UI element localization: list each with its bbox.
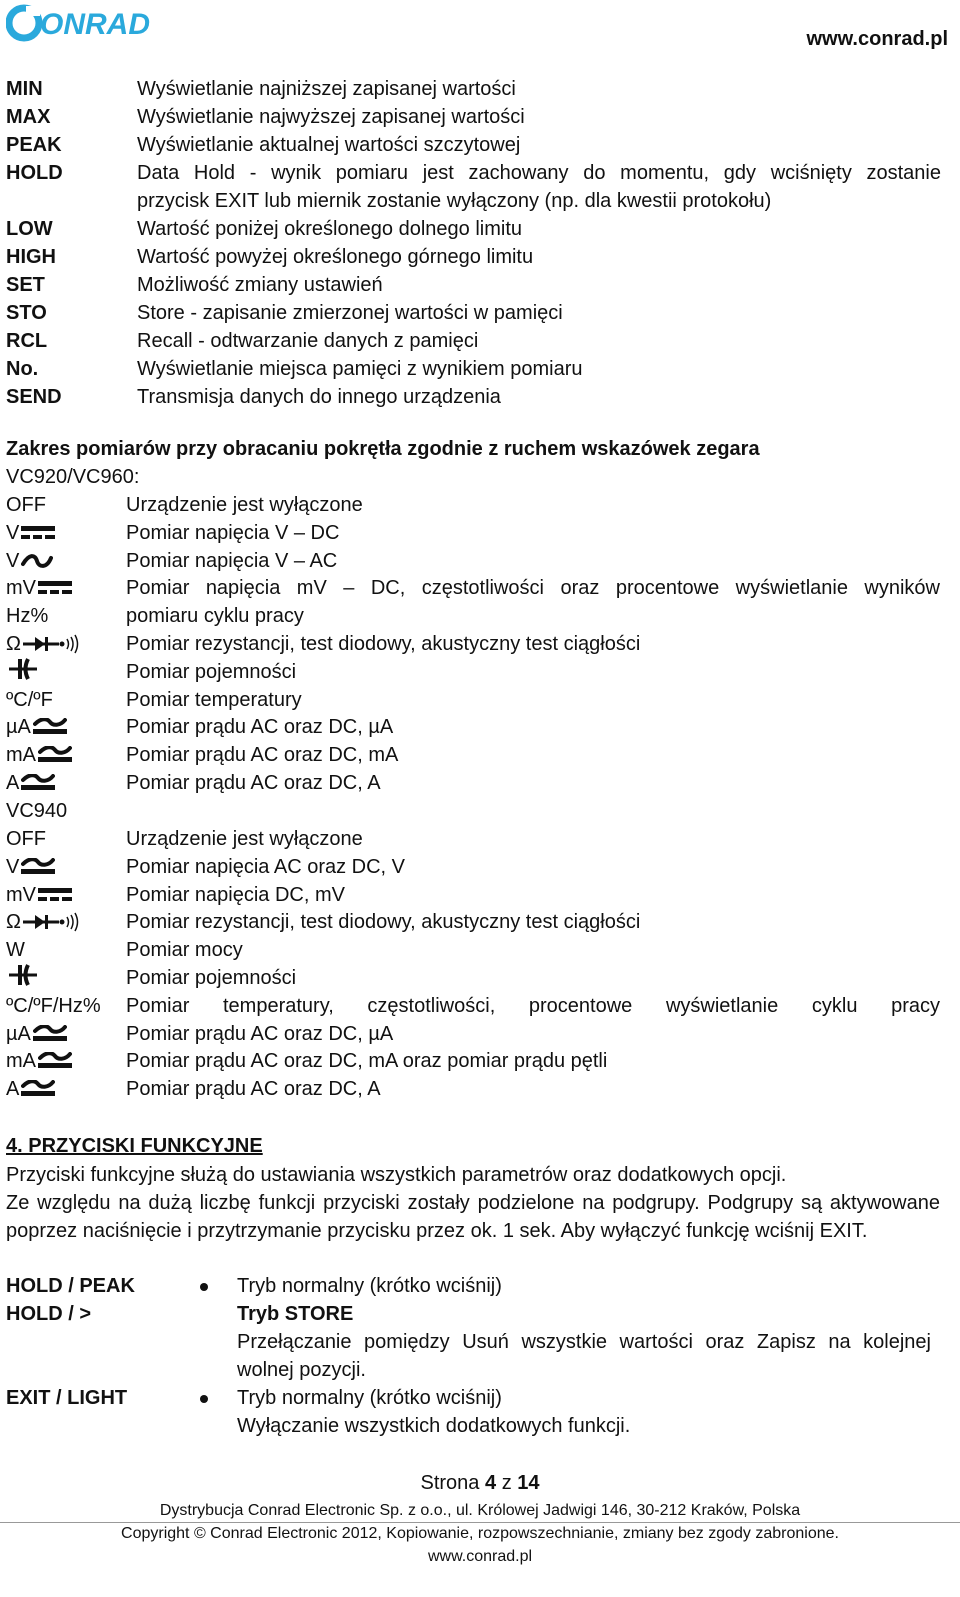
- section-title: 4. PRZYCISKI FUNKCYJNE: [6, 1135, 263, 1157]
- range-description: Pomiar napięcia mV – DC, częstotliwości oraz procentowe wyświetlanie wyników: [126, 577, 940, 600]
- range-symbol-text: V: [6, 855, 20, 878]
- range-symbol: [6, 908, 79, 936]
- key2-desc-line-1: Przełączanie pomiędzy Usuń wszystkie wartości oraz Zapisz na kolejnej: [237, 1331, 931, 1353]
- acdc-icon: [21, 774, 55, 792]
- range-symbol-text: V: [6, 521, 20, 544]
- acdc-icon: [21, 1080, 55, 1098]
- acdc-icon: [33, 1025, 67, 1043]
- page-current: 4: [485, 1472, 497, 1494]
- range-description: Pomiar temperatury: [126, 688, 302, 711]
- key2-desc-line-2: wolnej pozycji.: [237, 1359, 366, 1381]
- abbr-term: HOLD: [6, 162, 63, 184]
- range-symbol: [6, 519, 55, 547]
- dc-icon: [38, 579, 72, 597]
- abbr-description: Transmisja danych do innego urządzenia: [137, 386, 501, 408]
- diode-buzzer-icon: [23, 912, 79, 932]
- range-symbol-text: ºC/ºF/Hz%: [6, 994, 101, 1017]
- range-description: Urządzenie jest wyłączone: [126, 494, 363, 516]
- key2-mode: Tryb STORE: [237, 1303, 354, 1325]
- group2-title: VC940: [6, 800, 68, 822]
- range-description: Pomiar prądu AC oraz DC, µA: [126, 1022, 394, 1045]
- range-symbol: [6, 964, 38, 986]
- footer-distribution: Dystrybucja Conrad Electronic Sp. z o.o., ul. Królowej Jadwigi 146, 30-212 Kraków, Polska: [159, 1502, 801, 1519]
- svg-text:ONRAD: ONRAD: [40, 8, 150, 41]
- header-site-url[interactable]: www.conrad.pl: [806, 28, 948, 50]
- abbr-description: Store - zapisanie zmierzonej wartości w pamięci: [137, 302, 563, 324]
- range-symbol: [6, 547, 53, 575]
- range-symbol-text: W: [6, 939, 25, 962]
- key1-desc: Tryb normalny (krótko wciśnij): [237, 1275, 502, 1297]
- abbr-description: Recall - odtwarzanie danych z pamięci: [137, 330, 479, 352]
- key3-desc: Tryb normalny (krótko wciśnij): [237, 1387, 502, 1409]
- abbr-term: RCL: [6, 330, 48, 352]
- bullet-icon: [200, 1283, 208, 1291]
- abbr-description: Wyświetlanie miejsca pamięci z wynikiem pomiaru: [137, 358, 583, 380]
- range-symbol-text: mV: [6, 577, 36, 600]
- range-symbol-text: A: [6, 1078, 20, 1101]
- range-symbol-text: Hz%: [6, 605, 49, 628]
- range-description: Pomiar rezystancji, test diodowy, akustyczny test ciągłości: [126, 911, 641, 934]
- key-hold-next: HOLD / >: [6, 1303, 92, 1325]
- abbr-description: Data Hold - wynik pomiaru jest zachowany do momentu, gdy wciśnięty zostanie: [137, 162, 941, 184]
- range-description: Pomiar prądu AC oraz DC, A: [126, 1078, 381, 1101]
- page-prefix: Strona: [420, 1472, 480, 1494]
- footer-copyright: Copyright © Conrad Electronic 2012, Kopiowanie, rozpowszechnianie, zmiany bez zgody zabronione.: [121, 1525, 839, 1542]
- range-symbol-text: mV: [6, 883, 36, 906]
- range-description: Pomiar prądu AC oraz DC, mA: [126, 744, 399, 767]
- range-symbol: [6, 1075, 55, 1103]
- abbr-description: Wyświetlanie najniższej zapisanej wartości: [137, 78, 516, 100]
- page-of: z: [501, 1472, 512, 1494]
- abbr-description: Wartość poniżej określonego dolnego limitu: [137, 218, 523, 240]
- range-symbol: [6, 769, 55, 797]
- range-symbol: [6, 491, 46, 519]
- abbr-term: No.: [6, 358, 39, 380]
- range-symbol-text: V: [6, 549, 20, 572]
- abbr-term: LOW: [6, 218, 53, 240]
- range-symbol-text: Ω: [6, 633, 21, 655]
- range-symbol: [6, 630, 79, 658]
- range-symbol: [6, 602, 48, 630]
- abbr-description: Wartość powyżej określonego górnego limitu: [137, 246, 534, 268]
- range-symbol: [6, 574, 72, 602]
- page-number: [0, 1472, 960, 1495]
- ac-icon: [21, 552, 53, 570]
- group1-title: VC920/VC960:: [6, 466, 140, 488]
- range-symbol-text: mA: [6, 744, 36, 767]
- range-description: Pomiar prądu AC oraz DC, mA oraz pomiar prądu pętli: [126, 1050, 608, 1073]
- range-description: Pomiar prądu AC oraz DC, A: [126, 772, 381, 794]
- range-symbol: [6, 686, 53, 714]
- bullet-icon: [200, 1395, 208, 1403]
- abbr-term: SET: [6, 274, 45, 296]
- acdc-icon: [21, 858, 55, 876]
- range-symbol-text: µA: [6, 716, 31, 739]
- key3-desc-line-2: Wyłączanie wszystkich dodatkowych funkcji.: [237, 1415, 631, 1437]
- conrad-logo: [6, 2, 166, 42]
- key-hold-peak: HOLD / PEAK: [6, 1275, 135, 1297]
- range-description: Pomiar napięcia AC oraz DC, V: [126, 855, 406, 878]
- range-description: Pomiar napięcia V – AC: [126, 549, 338, 572]
- range-symbol: [6, 825, 46, 853]
- range-symbol: [6, 1020, 67, 1048]
- range-symbol: [6, 992, 101, 1020]
- paragraph-2-line-1: Ze względu na dużą liczbę funkcji przyciski zostały podzielone na podgrupy. Podgrupy są aktywowane: [6, 1192, 940, 1214]
- acdc-icon: [38, 1052, 72, 1070]
- abbr-description: Wyświetlanie aktualnej wartości szczytowej: [137, 134, 521, 156]
- range-symbol: [6, 658, 38, 680]
- dc-icon: [38, 886, 72, 904]
- page-total: 14: [517, 1472, 540, 1494]
- abbr-term: HIGH: [6, 246, 56, 268]
- range-symbol: [6, 853, 55, 881]
- abbr-term: SEND: [6, 386, 62, 408]
- range-description: pomiaru cyklu pracy: [126, 605, 304, 628]
- range-symbol-text: OFF: [6, 494, 46, 516]
- acdc-icon: [33, 718, 67, 736]
- paragraph-2-line-2: poprzez naciśnięcie i przytrzymanie przycisku przez ok. 1 sek. Aby wyłączyć funkcję wciśnij EXIT.: [6, 1220, 868, 1242]
- capacitor-icon: [8, 964, 38, 986]
- ranges-heading: Zakres pomiarów przy obracaniu pokrętła zgodnie z ruchem wskazówek zegara: [6, 438, 760, 460]
- range-symbol: [6, 713, 67, 741]
- range-description: Pomiar pojemności: [126, 660, 297, 683]
- range-description: Pomiar rezystancji, test diodowy, akustyczny test ciągłości: [126, 633, 641, 655]
- range-description: Urządzenie jest wyłączone: [126, 828, 363, 850]
- abbr-description: Wyświetlanie najwyższej zapisanej wartości: [137, 106, 525, 128]
- paragraph-1: Przyciski funkcyjne służą do ustawiania wszystkich parametrów oraz dodatkowych opcji.: [6, 1164, 787, 1186]
- footer-url[interactable]: www.conrad.pl: [427, 1548, 533, 1565]
- range-symbol: [6, 936, 25, 964]
- range-symbol-text: OFF: [6, 828, 46, 850]
- diode-buzzer-icon: [23, 634, 79, 654]
- range-description: Pomiar prądu AC oraz DC, µA: [126, 716, 394, 739]
- range-symbol-text: A: [6, 772, 20, 794]
- acdc-icon: [38, 746, 72, 764]
- abbr-description: Możliwość zmiany ustawień: [137, 274, 383, 296]
- abbr-term: STO: [6, 302, 47, 324]
- abbr-term: MAX: [6, 106, 51, 128]
- abbr-description-continued: przycisk EXIT lub miernik zostanie wyłączony (np. dla kwestii protokołu): [137, 190, 772, 212]
- abbr-term: PEAK: [6, 134, 62, 156]
- range-symbol: [6, 741, 72, 769]
- range-symbol-text: mA: [6, 1050, 36, 1073]
- range-description: Pomiar pojemności: [126, 967, 297, 989]
- range-description: Pomiar napięcia DC, mV: [126, 883, 345, 906]
- range-description: Pomiar temperatury, częstotliwości, procentowe wyświetlanie cyklu pracy: [126, 994, 940, 1017]
- range-symbol: [6, 881, 72, 909]
- dc-icon: [21, 524, 55, 542]
- key-exit-light: EXIT / LIGHT: [6, 1387, 128, 1409]
- range-symbol-text: µA: [6, 1022, 31, 1045]
- range-description: Pomiar mocy: [126, 939, 243, 962]
- range-description: Pomiar napięcia V – DC: [126, 521, 340, 544]
- range-symbol-text: ºC/ºF: [6, 688, 53, 711]
- range-symbol-text: Ω: [6, 911, 21, 934]
- abbr-term: MIN: [6, 78, 43, 100]
- capacitor-icon: [8, 658, 38, 680]
- range-symbol: [6, 1047, 72, 1075]
